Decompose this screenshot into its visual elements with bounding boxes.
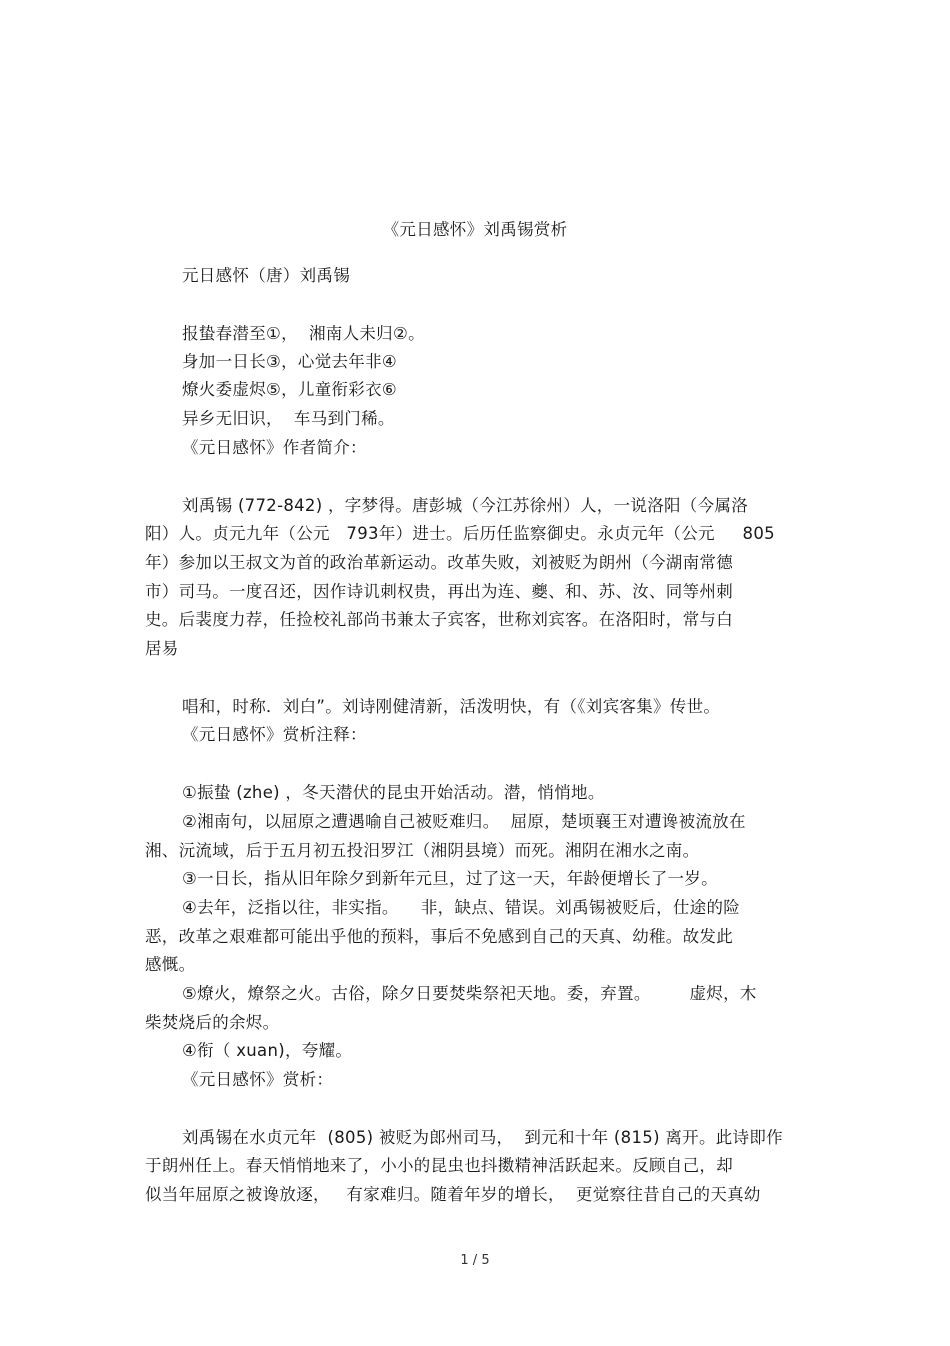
poem-line: 身加一日长③，心觉去年非④ <box>182 352 397 371</box>
note-4-line: 恶，改革之艰难都可能出乎他的预料，事后不免感到自己的天真、幼稚。故发此 <box>145 927 733 946</box>
note-4-line: 感慨。 <box>145 955 196 974</box>
analysis-heading: 《元日感怀》赏析： <box>182 1070 334 1089</box>
author-heading: 《元日感怀》作者简介： <box>182 438 367 457</box>
analysis-line: 于朗州任上。春天悄悄地来了，小小的昆虫也抖擞精神活跃起来。反顾自己，却 <box>145 1156 733 1175</box>
analysis-line: 刘禹锡在水贞元年 (805) 被贬为郎州司马， 到元和十年 (815) 离开。此诗即作 <box>182 1128 783 1147</box>
poem-line: 异乡无旧识， 车马到门稀。 <box>182 409 395 428</box>
note-3: ③一日长，指从旧年除夕到新年元旦，过了这一天，年龄便增长了一岁。 <box>182 869 718 888</box>
note-4-line: ④去年，泛指以往，非实指。 非，缺点、错误。刘禹锡被贬后，仕途的险 <box>182 898 741 917</box>
poem-line: 燎火委虚烬⑤，儿童衔彩衣⑥ <box>182 380 397 399</box>
author-paragraph-line: 市）司马。一度召还，因作诗讥刺权贵，再出为连、夔、和、苏、汝、同等州刺 <box>145 582 733 601</box>
page-title: 《元日感怀》刘禹锡赏析 <box>382 220 568 239</box>
author-paragraph-line: 年）参加以王叔文为首的政治革新运动。改革失败，刘被贬为朗州（今湖南常德 <box>145 553 733 572</box>
note-2-line: ②湘南句，以屈原之遭遇喻自己被贬难归。 屈原，楚顷襄王对遭谗被流放在 <box>182 812 746 831</box>
author-paragraph-line: 刘禹锡 (772-842) ，字梦得。唐彭城（今江苏徐州）人，一说洛阳（今属洛 <box>182 496 749 515</box>
note-6: ④衔（ xuan)，夸耀。 <box>182 1041 353 1060</box>
note-2-line: 湘、沅流域，后于五月初五投汨罗江（湘阴县境）而死。湘阴在湘水之南。 <box>145 841 700 860</box>
note-1: ①振蛰 (zhe) ，冬天潜伏的昆虫开始活动。潜，悄悄地。 <box>182 783 605 802</box>
poem-line: 报蛰春潜至①， 湘南人未归②。 <box>182 324 425 343</box>
page-number: 1 / 5 <box>460 1253 490 1268</box>
analysis-line: 似当年屈原之被谗放逐， 有家难归。随着年岁的增长， 更觉察往昔自己的天真幼 <box>145 1185 761 1204</box>
note-5-line: ⑤燎火，燎祭之火。古俗，除夕日要焚柴祭祀天地。委，弃置。 虚烬，木 <box>182 984 757 1003</box>
author-paragraph-continued: 唱和，时称．刘白”。刘诗刚健清新，活泼明快，有（《刘宾客集》传世。 <box>182 697 721 716</box>
author-paragraph-line: 居易 <box>145 639 179 658</box>
notes-heading: 《元日感怀》赏析注释： <box>182 725 367 744</box>
author-paragraph-line: 阳）人。贞元九年（公元 793年）进士。后历任监察御史。永贞元年（公元 805 <box>145 524 775 543</box>
note-5-line: 柴焚烧后的余烬。 <box>145 1013 280 1032</box>
author-paragraph-line: 史。后裴度力荐，任捡校礼部尚书兼太子宾客，世称刘宾客。在洛阳时，常与白 <box>145 610 733 629</box>
poem-heading: 元日感怀（唐）刘禹锡 <box>182 266 350 285</box>
